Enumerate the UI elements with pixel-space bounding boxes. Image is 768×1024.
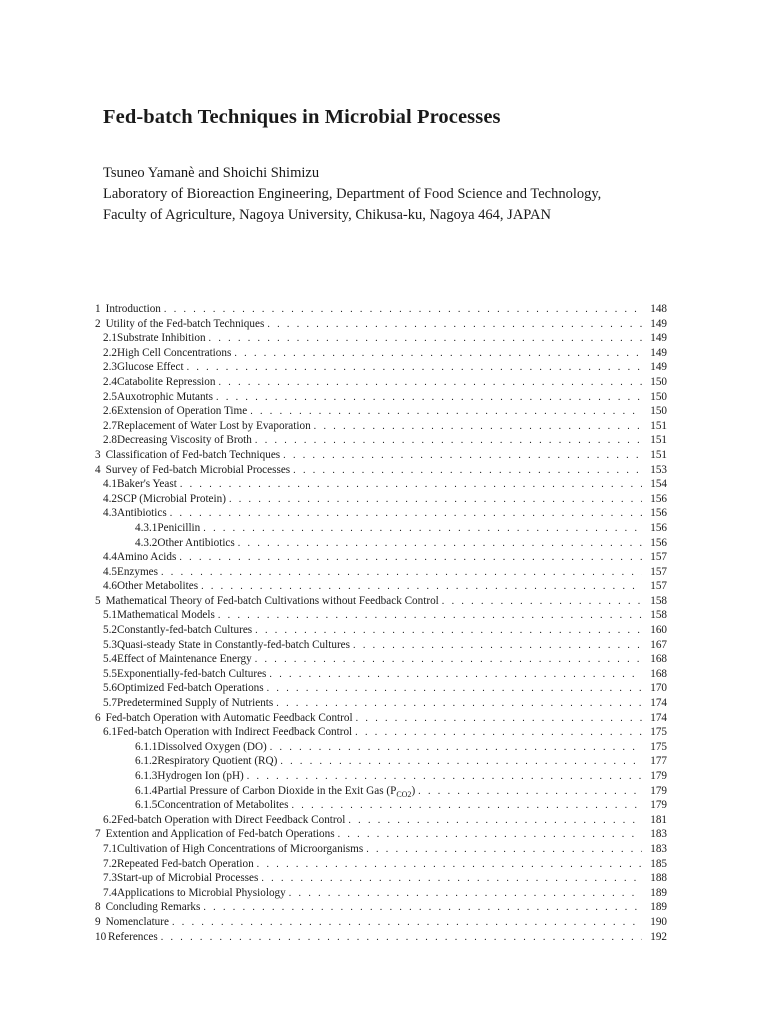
- toc-entry-title: [106, 302, 161, 317]
- toc-entry-number: 6.1.1: [135, 740, 158, 753]
- toc-entry-number: 2.7: [103, 419, 117, 432]
- toc-entry-number: 4.5: [103, 565, 117, 578]
- toc-entry-title-text: Extention and Application of Fed-batch Operations: [105, 828, 335, 841]
- toc-entry-title-text: SCP (Microbial Protein): [116, 492, 226, 505]
- dot-leader: [261, 872, 642, 887]
- article-title: Fed-batch Techniques in Microbial Processes: [103, 106, 501, 128]
- toc-entry: [95, 652, 667, 667]
- toc-entry-title: [117, 608, 215, 623]
- toc-entry-title: [117, 477, 177, 492]
- toc-entry-number: 2.1: [103, 332, 117, 345]
- toc-entry: [95, 331, 667, 346]
- toc-entry: [95, 608, 667, 623]
- toc-entry-title-text: Dissolved Oxygen (DO): [157, 740, 267, 753]
- toc-entry-page: 177: [650, 755, 667, 768]
- toc-entry-title-text: Fed-batch Operation with Automatic Feedback Control: [105, 711, 353, 724]
- toc-entry-title: [117, 857, 254, 872]
- toc-entry-number: 6: [95, 711, 101, 724]
- dot-leader: [179, 551, 642, 566]
- toc-entry-page: 150: [650, 375, 667, 388]
- toc-entry-page: 151: [650, 448, 667, 461]
- toc-entry-page: 175: [650, 740, 667, 753]
- toc-entry-title-text: Antibiotics: [116, 507, 167, 520]
- toc-entry-page: 157: [650, 551, 667, 564]
- toc-entry-page: 157: [650, 580, 667, 593]
- toc-entry-title: [117, 506, 167, 521]
- toc-entry-page: 149: [650, 361, 667, 374]
- toc-entry-subscript: CO2: [396, 789, 412, 799]
- toc-entry-title-text: Concluding Remarks: [105, 901, 201, 914]
- toc-entry-page: 157: [650, 565, 667, 578]
- toc-entry-title: [106, 711, 353, 726]
- toc-entry-title: [117, 433, 252, 448]
- toc-entry: [95, 638, 667, 653]
- toc-entry-page: 148: [650, 303, 667, 315]
- toc-entry-number: 5.7: [103, 697, 117, 710]
- toc-entry-number: 1: [95, 303, 101, 315]
- toc-entry-number: 6.2: [103, 813, 117, 826]
- toc-entry-number: 7.2: [103, 857, 117, 870]
- dot-leader: [250, 405, 642, 420]
- toc-entry-title: [117, 725, 352, 740]
- dot-leader: [276, 697, 642, 712]
- toc-entry-page: 154: [650, 478, 667, 491]
- dot-leader: [314, 420, 642, 435]
- toc-entry-title: [117, 331, 206, 346]
- dot-leader: [172, 916, 642, 931]
- toc-entry-title-text: Auxotrophic Mutants: [116, 390, 214, 403]
- dot-leader: [203, 522, 642, 537]
- toc-entry-title: [106, 594, 439, 609]
- toc-entry-title: [106, 448, 281, 463]
- toc-entry: [95, 390, 667, 405]
- toc-entry-number: 10: [95, 930, 107, 943]
- dot-leader: [293, 464, 642, 479]
- dot-leader: [442, 595, 642, 610]
- toc-entry-title-text: Classification of Fed-batch Techniques: [105, 448, 281, 461]
- toc-entry-title: [157, 784, 415, 799]
- toc-entry-number: 2.6: [103, 405, 117, 418]
- dot-leader: [218, 376, 642, 391]
- toc-entry-title-text: Applications to Microbial Physiology: [116, 886, 286, 899]
- toc-entry-page: 156: [650, 507, 667, 520]
- toc-entry-title: [117, 652, 252, 667]
- toc-entry-title: [117, 842, 363, 857]
- toc-entry-title: [117, 638, 350, 653]
- toc-entry: [95, 900, 667, 915]
- toc-entry-title-text: Effect of Maintenance Energy: [116, 653, 252, 666]
- toc-entry-number: 2: [95, 317, 101, 330]
- dot-leader: [187, 361, 642, 376]
- toc-entry-page: 167: [650, 638, 667, 651]
- dot-leader: [218, 609, 642, 624]
- toc-entry-number: 5.1: [103, 609, 117, 622]
- toc-entry: [95, 857, 667, 872]
- dot-leader: [255, 434, 642, 449]
- toc-entry: [95, 813, 667, 828]
- toc-entry-number: 6.1.5: [135, 799, 158, 812]
- toc-entry-page: 174: [650, 697, 667, 710]
- toc-entry: [95, 784, 667, 799]
- toc-entry-number: 2.2: [103, 346, 117, 359]
- toc-entry-number: 5.2: [103, 624, 117, 637]
- toc-entry-page: 150: [650, 390, 667, 403]
- toc-entry-title-text: Exponentially-fed-batch Cultures: [116, 667, 267, 680]
- toc-entry-page: 160: [650, 624, 667, 637]
- toc-entry-page: 156: [650, 492, 667, 505]
- toc-entry-number: 2.8: [103, 434, 117, 447]
- toc-entry-title-text: High Cell Concentrations: [116, 346, 232, 359]
- toc-entry-title: [117, 404, 247, 419]
- toc-entry: [95, 404, 667, 419]
- toc-entry: [95, 506, 667, 521]
- toc-entry-title-text: Utility of the Fed-batch Techniques: [105, 317, 265, 330]
- toc-entry: [95, 842, 667, 857]
- dot-leader: [280, 755, 642, 770]
- toc-entry-title-text: Substrate Inhibition: [116, 332, 206, 345]
- dot-leader: [257, 858, 642, 873]
- toc-entry-title-text: Constantly-fed-batch Cultures: [116, 624, 253, 637]
- toc-entry-number: 5.5: [103, 667, 117, 680]
- toc-entry: [95, 711, 667, 726]
- toc-entry-page: 188: [650, 872, 667, 885]
- toc-entry-page: 149: [650, 317, 667, 330]
- dot-leader: [203, 901, 642, 916]
- toc-entry-number: 3: [95, 448, 101, 461]
- toc-entry: [95, 492, 667, 507]
- toc-entry: [95, 521, 667, 536]
- toc-entry-title-text: Mathematical Models: [116, 609, 215, 622]
- toc-entry-title: [106, 900, 201, 915]
- toc-entry-title-text: Introduction: [105, 303, 161, 315]
- toc-entry-title-text: Other Antibiotics: [157, 536, 235, 549]
- toc-entry-number: 7: [95, 828, 101, 841]
- dot-leader: [201, 580, 642, 595]
- toc-entry-page: 158: [650, 594, 667, 607]
- dot-leader: [161, 931, 642, 946]
- toc-entry-title-text: Start-up of Microbial Processes: [116, 872, 259, 885]
- toc-entry-title: [117, 813, 345, 828]
- toc-entry-page: 174: [650, 711, 667, 724]
- dot-leader: [348, 814, 642, 829]
- toc-entry-title: [117, 579, 198, 594]
- toc-entry: [95, 667, 667, 682]
- toc-entry-page: 179: [650, 784, 667, 797]
- toc-entry: [95, 477, 667, 492]
- dot-leader: [356, 712, 642, 727]
- toc-entry-number: 5: [95, 594, 101, 607]
- toc-entry: [95, 930, 667, 945]
- toc-entry: [95, 448, 667, 463]
- dot-leader: [238, 537, 642, 552]
- toc-entry-number: 2.4: [103, 375, 117, 388]
- toc-entry-number: 5.6: [103, 682, 117, 695]
- dot-leader: [234, 347, 642, 362]
- toc-entry-page: 181: [650, 813, 667, 826]
- toc-entry-title-text: Baker's Yeast: [116, 478, 177, 491]
- toc-entry-page: 158: [650, 609, 667, 622]
- toc-entry-number: 4.6: [103, 580, 117, 593]
- toc-entry-title-text: Fed-batch Operation with Direct Feedback Control: [116, 813, 346, 826]
- toc-entry-title: [157, 536, 234, 551]
- dot-leader: [209, 332, 642, 347]
- dot-leader: [418, 785, 642, 800]
- toc-entry-title-text: Cultivation of High Concentrations of Microorganisms: [116, 842, 364, 855]
- toc-entry-page: 149: [650, 346, 667, 359]
- toc-entry: [95, 754, 667, 769]
- toc-entry-page: 185: [650, 857, 667, 870]
- toc-entry: [95, 681, 667, 696]
- dot-leader: [366, 843, 642, 858]
- toc-entry: [95, 594, 667, 609]
- toc-entry-number: 5.3: [103, 638, 117, 651]
- toc-entry-number: 6.1.2: [135, 755, 158, 768]
- toc-entry-page: 190: [650, 915, 667, 928]
- toc-entry: [95, 769, 667, 784]
- toc-entry-number: 2.3: [103, 361, 117, 374]
- dot-leader: [291, 799, 642, 814]
- toc-entry: [95, 740, 667, 755]
- toc-entry-title: [117, 565, 158, 580]
- toc-entry: [95, 346, 667, 361]
- toc-entry-title: [108, 930, 158, 945]
- toc-entry: [95, 375, 667, 390]
- dot-leader: [270, 741, 642, 756]
- toc-entry-number: 4.2: [103, 492, 117, 505]
- toc-entry-page: 151: [650, 434, 667, 447]
- dot-leader: [255, 624, 642, 639]
- toc-entry-title: [117, 346, 231, 361]
- toc-entry-title: [117, 667, 266, 682]
- toc-entry-title: [157, 754, 277, 769]
- toc-entry-title-text: Catabolite Repression: [116, 375, 216, 388]
- toc-entry-title-text: Replacement of Water Lost by Evaporation: [116, 419, 311, 432]
- toc-entry-page: 179: [650, 799, 667, 812]
- dot-leader: [338, 828, 642, 843]
- toc-entry-title-text: Quasi-steady State in Constantly-fed-batch Cultures: [116, 638, 351, 651]
- toc-entry-title: [106, 827, 335, 842]
- toc-entry-title: [117, 871, 258, 886]
- toc-entry-title-text: Nomenclature: [105, 915, 169, 928]
- toc-entry-title: [157, 798, 288, 813]
- toc-entry-title-text: Enzymes: [116, 565, 158, 578]
- toc-entry-title-suffix: ): [411, 784, 416, 797]
- toc-entry-number: 9: [95, 915, 101, 928]
- dot-leader: [229, 493, 642, 508]
- dot-leader: [353, 639, 642, 654]
- toc-entry-title: [117, 681, 264, 696]
- toc-entry: [95, 433, 667, 448]
- dot-leader: [269, 668, 642, 683]
- dot-leader: [180, 478, 642, 493]
- toc-entry-title-text: Extension of Operation Time: [116, 405, 248, 418]
- dot-leader: [161, 566, 642, 581]
- toc-entry-title-text: Respiratory Quotient (RQ): [157, 755, 278, 768]
- toc-entry: [95, 915, 667, 930]
- author-names: Tsuneo Yamanè and Shoichi Shimizu: [103, 165, 320, 181]
- dot-leader: [289, 887, 642, 902]
- toc-entry-title-text: Penicillin: [157, 521, 201, 534]
- toc-entry: [95, 579, 667, 594]
- toc-entry-number: 7.4: [103, 886, 117, 899]
- toc-entry: [95, 360, 667, 375]
- toc-entry-number: 2.5: [103, 390, 117, 403]
- toc-entry-number: 8: [95, 901, 101, 914]
- dot-leader: [170, 507, 642, 522]
- toc-entry: [95, 419, 667, 434]
- dot-leader: [283, 449, 642, 464]
- toc-entry-title-text: Partial Pressure of Carbon Dioxide in the Exit Gas (P: [157, 784, 397, 797]
- toc-entry-title: [117, 550, 176, 565]
- toc-entry-title: [106, 915, 169, 930]
- toc-entry-number: 7.1: [103, 842, 117, 855]
- toc-entry: [95, 317, 667, 332]
- toc-entry: [95, 565, 667, 580]
- toc-entry-title: [117, 696, 273, 711]
- toc-entry: [95, 827, 667, 842]
- toc-entry-title: [117, 390, 213, 405]
- toc-entry-number: 6.1.4: [135, 784, 158, 797]
- toc-entry-page: 168: [650, 653, 667, 666]
- toc-entry-title: [117, 375, 216, 390]
- toc-entry-page: 156: [650, 536, 667, 549]
- dot-leader: [355, 726, 642, 741]
- toc-entry-title-text: Concentration of Metabolites: [157, 799, 289, 812]
- toc-entry-title-text: Optimized Fed-batch Operations: [116, 682, 264, 695]
- toc-entry-title: [157, 769, 243, 784]
- toc-entry-number: 4.1: [103, 478, 117, 491]
- table-of-contents: [95, 302, 667, 944]
- affiliation-line-1: Laboratory of Bioreaction Engineering, Department of Food Science and Technology,: [103, 186, 602, 202]
- toc-entry: [95, 798, 667, 813]
- toc-entry-number: 5.4: [103, 653, 117, 666]
- toc-entry-page: 153: [650, 463, 667, 476]
- toc-entry-title-text: References: [108, 930, 158, 943]
- toc-entry-number: 4: [95, 463, 101, 476]
- dot-leader: [164, 303, 642, 318]
- dot-leader: [216, 391, 642, 406]
- toc-entry: [95, 623, 667, 638]
- toc-entry-title: [117, 360, 184, 375]
- toc-entry-page: 150: [650, 405, 667, 418]
- toc-entry: [95, 550, 667, 565]
- toc-entry-title: [117, 492, 226, 507]
- toc-entry-title-text: Survey of Fed-batch Microbial Processes: [105, 463, 291, 476]
- toc-entry-number: 6.1: [103, 726, 117, 739]
- toc-entry-title-text: Predetermined Supply of Nutrients: [116, 697, 274, 710]
- toc-entry-page: 183: [650, 828, 667, 841]
- dot-leader: [267, 682, 642, 697]
- toc-entry-page: 168: [650, 667, 667, 680]
- toc-entry-page: 151: [650, 419, 667, 432]
- toc-entry-title-text: Other Metabolites: [116, 580, 199, 593]
- dot-leader: [255, 653, 642, 668]
- toc-entry-title-text: Amino Acids: [116, 551, 177, 564]
- toc-entry: [95, 302, 667, 317]
- toc-entry-page: 192: [650, 930, 667, 943]
- toc-entry-title-text: Hydrogen Ion (pH): [157, 770, 244, 782]
- toc-entry-page: 170: [650, 682, 667, 695]
- dot-leader: [247, 770, 642, 785]
- toc-entry-number: 6.1.3: [135, 770, 158, 782]
- toc-entry-title-text: Mathematical Theory of Fed-batch Cultivations without Feedback Control: [105, 594, 439, 607]
- toc-entry-number: 4.3.2: [135, 536, 158, 549]
- toc-entry-page: 189: [650, 886, 667, 899]
- toc-entry-title: [117, 419, 311, 434]
- toc-entry-title: [157, 521, 200, 536]
- dot-leader: [267, 318, 642, 333]
- toc-entry-title: [106, 463, 291, 478]
- affiliation-line-2: Faculty of Agriculture, Nagoya University, Chikusa-ku, Nagoya 464, JAPAN: [103, 207, 551, 223]
- toc-entry-title-text: Decreasing Viscosity of Broth: [116, 434, 252, 447]
- toc-entry: [95, 463, 667, 478]
- toc-entry-number: 4.3.1: [135, 521, 158, 534]
- toc-entry-page: 156: [650, 521, 667, 534]
- toc-entry-page: 149: [650, 332, 667, 345]
- toc-entry-page: 175: [650, 726, 667, 739]
- toc-entry: [95, 886, 667, 901]
- toc-entry-title-text: Repeated Fed-batch Operation: [116, 857, 254, 870]
- toc-entry-page: 183: [650, 842, 667, 855]
- toc-entry-title-text: Glucose Effect: [116, 361, 184, 374]
- toc-entry-page: 189: [650, 901, 667, 914]
- toc-entry-title: [157, 740, 266, 755]
- author-block: [103, 163, 601, 226]
- toc-entry-title: [117, 886, 286, 901]
- toc-entry: [95, 696, 667, 711]
- toc-entry: [95, 725, 667, 740]
- toc-entry: [95, 871, 667, 886]
- toc-entry-page: 179: [650, 770, 667, 782]
- toc-entry: [95, 536, 667, 551]
- toc-entry-number: 4.4: [103, 551, 117, 564]
- toc-entry-title: [117, 623, 252, 638]
- toc-entry-number: 4.3: [103, 507, 117, 520]
- toc-entry-title: [106, 317, 265, 332]
- toc-entry-number: 7.3: [103, 872, 117, 885]
- toc-entry-title-text: Fed-batch Operation with Indirect Feedback Control: [116, 726, 353, 739]
